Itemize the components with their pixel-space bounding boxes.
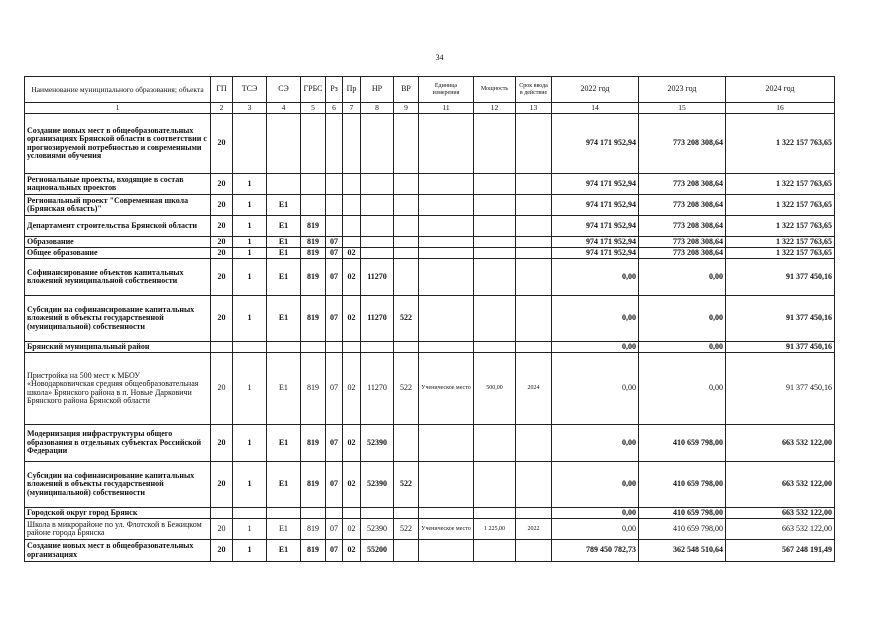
table-cell: 52390 [361, 519, 394, 540]
table-cell [516, 114, 552, 174]
table-cell: E1 [267, 425, 301, 462]
table-row [25, 353, 835, 425]
table-cell: 20 [211, 248, 233, 259]
table-cell: 20 [211, 425, 233, 462]
table-cell [419, 259, 474, 296]
table-cell: 819 [301, 353, 326, 425]
table-cell: 819 [301, 248, 326, 259]
page-number: 34 [435, 53, 444, 62]
column-number: 6 [326, 103, 343, 114]
table-cell: 974 171 952,94 [552, 237, 639, 248]
column-number: 11 [419, 103, 474, 114]
column-number: 3 [233, 103, 267, 114]
table-cell [516, 248, 552, 259]
table-cell: E1 [267, 248, 301, 259]
column-header: Наименование муниципального образования; объекта [25, 77, 211, 103]
table-cell: E1 [267, 237, 301, 248]
table-cell: E1 [267, 353, 301, 425]
row-name-cell: Городской округ город Брянск [25, 508, 211, 519]
table-row [25, 216, 835, 237]
table-cell: 974 171 952,94 [552, 114, 639, 174]
table-cell: 20 [211, 259, 233, 296]
table-cell: 410 659 798,00 [639, 425, 726, 462]
column-number: 15 [639, 103, 726, 114]
table-cell: 1 [233, 462, 267, 508]
column-header: ВР [394, 77, 419, 103]
table-cell [233, 342, 267, 353]
table-cell [474, 195, 516, 216]
table-cell [516, 342, 552, 353]
table-cell: 0,00 [639, 342, 726, 353]
table-cell [267, 174, 301, 195]
row-name-cell: Создание новых мест в общеобразовательных организациях [25, 540, 211, 562]
table-cell: 07 [326, 353, 343, 425]
table-cell [394, 540, 419, 562]
table-cell: 663 532 122,00 [726, 425, 835, 462]
table-cell [474, 216, 516, 237]
table-cell [394, 237, 419, 248]
table-cell [474, 462, 516, 508]
table-cell: 20 [211, 296, 233, 342]
table-row [25, 425, 835, 462]
table-cell [474, 425, 516, 462]
table-cell [394, 425, 419, 462]
table-cell: 07 [326, 237, 343, 248]
table-cell [326, 342, 343, 353]
table-cell: 07 [326, 259, 343, 296]
table-row [25, 462, 835, 508]
column-header: 2023 год [639, 77, 726, 103]
table-cell: 1 [233, 259, 267, 296]
table-cell [361, 114, 394, 174]
table-cell [326, 508, 343, 519]
table-row [25, 342, 835, 353]
table-cell: 819 [301, 296, 326, 342]
table-cell [301, 114, 326, 174]
table-cell: E1 [267, 462, 301, 508]
table-row [25, 248, 835, 259]
table-cell: 2024 [516, 353, 552, 425]
table-cell: 91 377 450,16 [726, 353, 835, 425]
table-cell [361, 342, 394, 353]
table-cell [474, 174, 516, 195]
table-row [25, 296, 835, 342]
table-cell [419, 237, 474, 248]
table-cell: 1 [233, 216, 267, 237]
table-cell: 52390 [361, 425, 394, 462]
table-cell: 0,00 [552, 519, 639, 540]
table-cell: 773 208 308,64 [639, 195, 726, 216]
table-cell [516, 540, 552, 562]
table-cell [474, 259, 516, 296]
table-cell: Ученическое место [419, 519, 474, 540]
row-name-cell: Софинансирование объектов капитальных вложений муниципальной собственности [25, 259, 211, 296]
table-cell: 1 [233, 195, 267, 216]
row-name-cell: Общее образование [25, 248, 211, 259]
table-cell [474, 237, 516, 248]
table-cell: 20 [211, 540, 233, 562]
table-cell: 1 322 157 763,65 [726, 216, 835, 237]
table-cell: 1 [233, 174, 267, 195]
table-cell: 02 [343, 259, 361, 296]
table-cell: 773 208 308,64 [639, 216, 726, 237]
table-cell: 0,00 [552, 353, 639, 425]
table-header-row [25, 77, 835, 103]
column-number: 2 [211, 103, 233, 114]
column-number: 13 [516, 103, 552, 114]
column-header: Пр [343, 77, 361, 103]
table-cell: 819 [301, 540, 326, 562]
table-cell [516, 508, 552, 519]
table-cell [474, 342, 516, 353]
table-cell: 819 [301, 259, 326, 296]
table-cell: 20 [211, 174, 233, 195]
table-cell: 20 [211, 519, 233, 540]
table-cell: 1 225,00 [474, 519, 516, 540]
column-header: 2024 год [726, 77, 835, 103]
table-cell: 522 [394, 353, 419, 425]
column-number: 16 [726, 103, 835, 114]
table-cell: 1 322 157 763,65 [726, 195, 835, 216]
table-cell [419, 342, 474, 353]
table-cell: 02 [343, 425, 361, 462]
table-cell: 410 659 798,00 [639, 519, 726, 540]
table-cell [361, 195, 394, 216]
column-header: НР [361, 77, 394, 103]
row-name-cell: Создание новых мест в общеобразовательных организациях Брянской области в соответствии с прогнозируемой потребностью и современными условиями обучения [25, 114, 211, 174]
table-cell [361, 508, 394, 519]
table-cell: 410 659 798,00 [639, 508, 726, 519]
table-cell: 974 171 952,94 [552, 174, 639, 195]
table-cell [343, 508, 361, 519]
column-number: 4 [267, 103, 301, 114]
table-cell: 773 208 308,64 [639, 248, 726, 259]
table-cell: 819 [301, 462, 326, 508]
table-cell: 773 208 308,64 [639, 237, 726, 248]
table-cell: 1 [233, 353, 267, 425]
table-cell: 1 322 157 763,65 [726, 248, 835, 259]
column-header: Рз [326, 77, 343, 103]
table-cell [516, 237, 552, 248]
table-cell: 02 [343, 462, 361, 508]
table-cell: 773 208 308,64 [639, 114, 726, 174]
table-cell [394, 174, 419, 195]
table-cell [233, 508, 267, 519]
table-cell [343, 174, 361, 195]
table-cell [233, 114, 267, 174]
table-cell [474, 540, 516, 562]
table-row [25, 114, 835, 174]
table-cell: 663 532 122,00 [726, 519, 835, 540]
table-cell [326, 195, 343, 216]
table-cell: 819 [301, 237, 326, 248]
table-cell [516, 296, 552, 342]
table-cell: 11270 [361, 296, 394, 342]
table-cell: 07 [326, 425, 343, 462]
table-cell: 819 [301, 216, 326, 237]
table-cell: 1 [233, 540, 267, 562]
row-name-cell: Субсидии на софинансирование капитальных вложений в объекты государственной (муниципальной) собственности [25, 462, 211, 508]
table-cell [361, 237, 394, 248]
table-cell: 0,00 [639, 353, 726, 425]
table-cell [343, 237, 361, 248]
table-row [25, 540, 835, 562]
column-numbers-row [25, 103, 835, 114]
column-number: 7 [343, 103, 361, 114]
table-cell: 0,00 [639, 296, 726, 342]
table-cell [419, 425, 474, 462]
row-name-cell: Субсидии на софинансирование капитальных вложений в объекты государственной (муниципальной) собственности [25, 296, 211, 342]
column-header: ГРБС [301, 77, 326, 103]
table-cell: Ученическое место [419, 353, 474, 425]
table-cell: 1 [233, 519, 267, 540]
table-cell: 1 322 157 763,65 [726, 174, 835, 195]
table-row [25, 508, 835, 519]
table-cell: 1 322 157 763,65 [726, 237, 835, 248]
table-row [25, 519, 835, 540]
table-cell: 663 532 122,00 [726, 462, 835, 508]
table-cell [516, 462, 552, 508]
table-cell: 20 [211, 114, 233, 174]
table-row [25, 195, 835, 216]
table-cell [301, 342, 326, 353]
column-header: ГП [211, 77, 233, 103]
table-cell: 1 [233, 296, 267, 342]
table-cell: 20 [211, 195, 233, 216]
table-cell [361, 174, 394, 195]
table-cell: 1 [233, 425, 267, 462]
table-cell [326, 114, 343, 174]
table-cell [394, 216, 419, 237]
table-cell: 567 248 191,49 [726, 540, 835, 562]
table-cell: 20 [211, 353, 233, 425]
table-cell: E1 [267, 259, 301, 296]
table-cell: 1 [233, 237, 267, 248]
column-header: СЭ [267, 77, 301, 103]
table-cell: 974 171 952,94 [552, 248, 639, 259]
row-name-cell: Региональный проект "Современная школа (Брянская область)" [25, 195, 211, 216]
table-row [25, 259, 835, 296]
table-cell [419, 195, 474, 216]
row-name-cell: Пристройка на 500 мест к МБОУ «Новодарковичская средняя общеобразовательная школа» Брянского района в п. Новые Дарковичи Брянского района Брянской области [25, 353, 211, 425]
column-header: Единица измерения [419, 77, 474, 103]
table-cell: 0,00 [552, 425, 639, 462]
table-cell: 0,00 [552, 342, 639, 353]
column-number: 9 [394, 103, 419, 114]
table-cell [394, 114, 419, 174]
table-cell [516, 259, 552, 296]
column-header: ТСЭ [233, 77, 267, 103]
table-row [25, 237, 835, 248]
table-cell [394, 195, 419, 216]
table-cell: 20 [211, 237, 233, 248]
table-cell: 02 [343, 248, 361, 259]
table-cell: 02 [343, 540, 361, 562]
table-cell [419, 216, 474, 237]
table-cell [394, 248, 419, 259]
table-cell [474, 296, 516, 342]
table-cell [267, 508, 301, 519]
row-name-cell: Школа в микрорайоне по ул. Флотской в Бежицком районе города Брянска [25, 519, 211, 540]
table-cell: 522 [394, 462, 419, 508]
table-cell: 663 532 122,00 [726, 508, 835, 519]
table-cell: E1 [267, 540, 301, 562]
row-name-cell: Региональные проекты, входящие в состав национальных проектов [25, 174, 211, 195]
table-cell [343, 216, 361, 237]
table-cell [211, 342, 233, 353]
table-cell: 0,00 [552, 296, 639, 342]
table-cell: 2022 [516, 519, 552, 540]
table-cell: 0,00 [552, 259, 639, 296]
table-cell: 20 [211, 462, 233, 508]
table-cell [394, 259, 419, 296]
table-row [25, 174, 835, 195]
table-cell [343, 195, 361, 216]
row-name-cell: Брянский муниципальный район [25, 342, 211, 353]
table-cell: 52390 [361, 462, 394, 508]
table-cell [326, 216, 343, 237]
table-cell [361, 216, 394, 237]
table-cell: 07 [326, 462, 343, 508]
table-cell [301, 508, 326, 519]
table-cell: 1 [233, 248, 267, 259]
table-cell [516, 216, 552, 237]
table-cell [301, 174, 326, 195]
table-cell: 522 [394, 519, 419, 540]
table-cell: 0,00 [639, 259, 726, 296]
table-cell [267, 114, 301, 174]
table-cell [301, 195, 326, 216]
table-cell: 789 450 782,73 [552, 540, 639, 562]
row-name-cell: Департамент строительства Брянской области [25, 216, 211, 237]
table-cell: 522 [394, 296, 419, 342]
column-header: Срок ввода в действие [516, 77, 552, 103]
table-cell [516, 174, 552, 195]
table-cell [419, 508, 474, 519]
table-cell [474, 508, 516, 519]
table-cell [394, 342, 419, 353]
column-number: 1 [25, 103, 211, 114]
table-cell: E1 [267, 296, 301, 342]
table-cell [419, 174, 474, 195]
table-cell: 0,00 [552, 508, 639, 519]
table-cell [361, 248, 394, 259]
table-cell: 20 [211, 216, 233, 237]
column-number: 5 [301, 103, 326, 114]
table-cell: 07 [326, 248, 343, 259]
table-cell: 91 377 450,16 [726, 296, 835, 342]
table-cell [211, 508, 233, 519]
table-cell: 11270 [361, 353, 394, 425]
table-cell: 02 [343, 353, 361, 425]
table-cell: 819 [301, 425, 326, 462]
table-cell: 362 548 510,64 [639, 540, 726, 562]
table-cell: 773 208 308,64 [639, 174, 726, 195]
table-cell [516, 425, 552, 462]
table-cell: 974 171 952,94 [552, 216, 639, 237]
table-cell: 07 [326, 296, 343, 342]
table-cell: 02 [343, 519, 361, 540]
table-cell [343, 114, 361, 174]
table-body [25, 114, 835, 562]
table-cell: 0,00 [552, 462, 639, 508]
table-cell: 11270 [361, 259, 394, 296]
table-cell: E1 [267, 519, 301, 540]
table-cell: 1 322 157 763,65 [726, 114, 835, 174]
column-number: 8 [361, 103, 394, 114]
table-cell [516, 195, 552, 216]
table-cell [419, 540, 474, 562]
table-cell: 07 [326, 519, 343, 540]
row-name-cell: Модернизация инфраструктуры общего образования в отдельных субъектах Российской Федерации [25, 425, 211, 462]
table-cell [267, 342, 301, 353]
table-cell [419, 462, 474, 508]
table-cell [474, 248, 516, 259]
table-cell: 02 [343, 296, 361, 342]
table-cell [394, 508, 419, 519]
table-cell: 819 [301, 519, 326, 540]
table-cell: E1 [267, 195, 301, 216]
table-cell [343, 342, 361, 353]
row-name-cell: Образование [25, 237, 211, 248]
table-cell: 500,00 [474, 353, 516, 425]
table-cell: 91 377 450,16 [726, 259, 835, 296]
column-header: 2022 год [552, 77, 639, 103]
table-cell [419, 248, 474, 259]
table-cell: E1 [267, 216, 301, 237]
table-cell: 55200 [361, 540, 394, 562]
budget-table [24, 76, 835, 562]
column-header: Мощность [474, 77, 516, 103]
table-cell [474, 114, 516, 174]
table-cell [419, 114, 474, 174]
table-cell: 07 [326, 540, 343, 562]
table-cell [326, 174, 343, 195]
table-cell [419, 296, 474, 342]
table-cell: 410 659 798,00 [639, 462, 726, 508]
table-cell: 91 377 450,16 [726, 342, 835, 353]
column-number: 12 [474, 103, 516, 114]
column-number: 14 [552, 103, 639, 114]
table-cell: 974 171 952,94 [552, 195, 639, 216]
